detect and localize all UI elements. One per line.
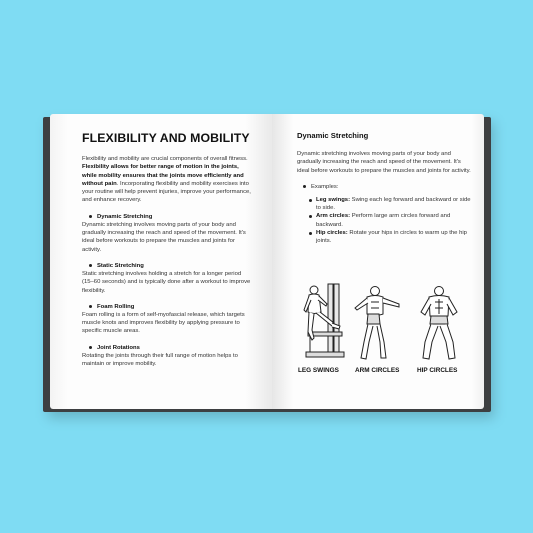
bullet-icon (303, 185, 306, 188)
item-joint-rotations-title (89, 345, 254, 351)
arm-circles-illustration (349, 282, 411, 364)
section-title: Dynamic Stretching (297, 131, 369, 140)
bullet-icon (89, 305, 92, 308)
bullet-icon (89, 215, 92, 218)
example-text: Swing each leg forward and backward or side to side. (316, 196, 471, 212)
item-dynamic-stretching-text: Dynamic stretching involves moving parts of your body and gradually increasing the reach and speed of the movement. It's ideal before workouts to prepare the muscles and joints for activity. (82, 221, 246, 253)
exercise-figures (294, 282, 464, 377)
item-joint-rotations-text: Rotating the joints through their full range of motion helps to maintain or improve mobility. (82, 352, 238, 368)
section-intro: Dynamic stretching involves moving parts of your body and gradually increasing the reach and speed of the movement. It's ideal before workouts to prepare the muscles and joints for activity. (297, 151, 471, 174)
bullet-icon (89, 346, 92, 349)
list-item (309, 196, 472, 213)
left-page (50, 114, 272, 409)
item-dynamic-stretching-title (89, 214, 254, 220)
intro-paragraph (82, 155, 254, 205)
figure-label: LEG SWINGS (298, 367, 339, 374)
figure-label: HIP CIRCLES (417, 367, 458, 374)
leg-swings-illustration (294, 282, 354, 364)
example-name: Leg swings: (316, 196, 351, 203)
examples-label-text: Examples: (311, 183, 339, 190)
intro-text-1: Flexibility and mobility are crucial components of overall fitness. (82, 156, 248, 162)
example-name: Hip circles: (316, 230, 348, 237)
list-item (309, 212, 472, 229)
right-page (272, 114, 484, 409)
figure-label: ARM CIRCLES (355, 367, 400, 374)
bullet-icon (309, 215, 312, 218)
item-title-text: Dynamic Stretching (97, 213, 153, 220)
page-title: FLEXIBILITY AND MOBILITY (82, 131, 250, 145)
example-text: Perform large arm circles forward and backward. (316, 213, 451, 228)
hip-circles-illustration (411, 282, 467, 364)
right-page-content (297, 131, 472, 246)
list-item (309, 229, 472, 246)
item-title-text: Static Stretching (97, 262, 144, 269)
item-foam-rolling-text: Foam rolling is a form of self-myofascial release, which targets muscle knots and improves flexibility by applying pressure to specific muscle areas. (82, 311, 245, 335)
bullet-icon (89, 264, 92, 267)
item-static-stretching-title (89, 263, 254, 269)
example-name: Arm circles: (316, 213, 351, 220)
examples-label (303, 184, 472, 190)
example-text: Rotate your hips in circles to warm up the hip joints. (316, 230, 467, 245)
intro-text-3: . Incorporating flexibility and mobility exercises into your routine will help prevent injuries, improve your performance, and enhance recovery. (82, 180, 251, 204)
item-static-stretching-text: Static stretching involves holding a stretch for a longer period (15–60 seconds) and is typically done after a workout to improve flexibility. (82, 270, 251, 294)
examples-list (309, 196, 472, 246)
item-title-text: Joint Rotations (97, 344, 140, 351)
left-page-content (82, 131, 254, 368)
bullet-icon (309, 232, 312, 235)
item-foam-rolling-title (89, 304, 254, 310)
intro-text-bold: Flexibility allows for better range of motion in the joints, while mobility ensures that the joints move efficiently and without pain (82, 164, 244, 187)
bullet-icon (309, 199, 312, 202)
item-title-text: Foam Rolling (97, 303, 135, 310)
